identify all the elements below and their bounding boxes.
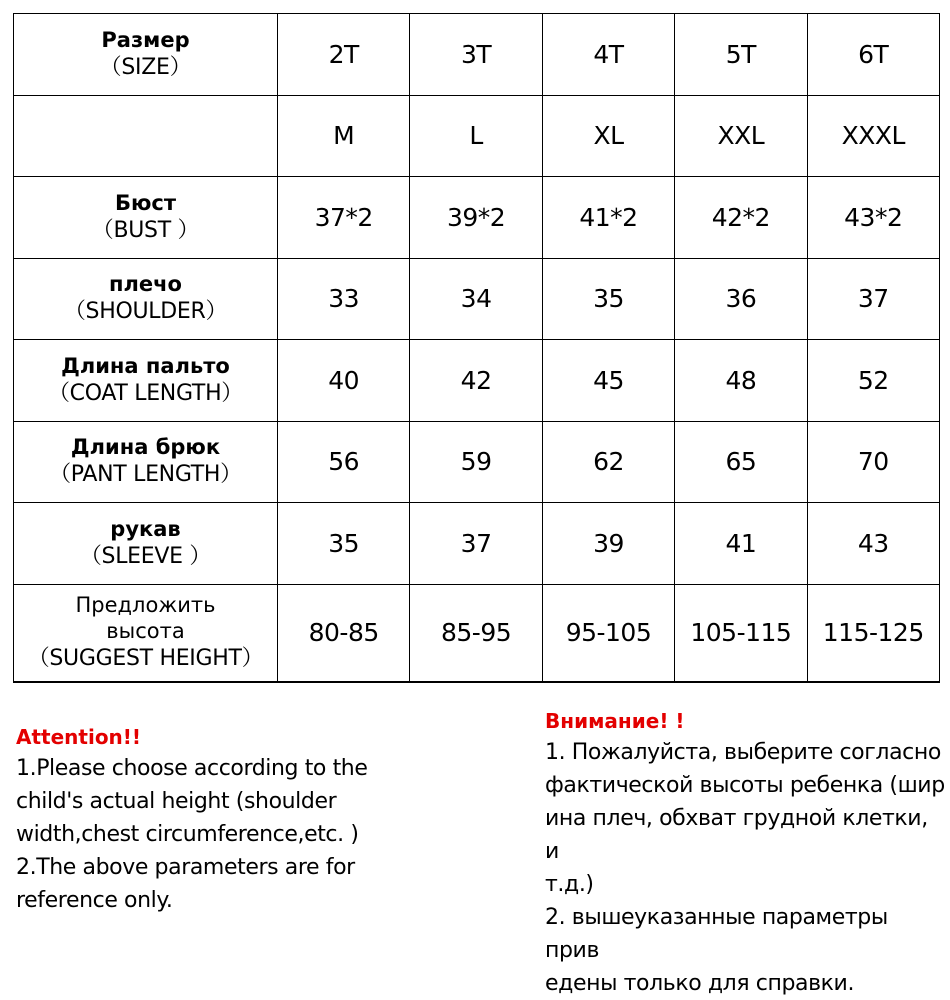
size-label-en: （SIZE） xyxy=(99,54,192,80)
coat-length-row xyxy=(14,340,940,422)
bust-label-en: （BUST ） xyxy=(91,217,200,243)
shoulder-row xyxy=(14,258,940,340)
coat-length-label-en: （COAT LENGTH） xyxy=(47,380,244,406)
size-value: 4T xyxy=(542,14,674,96)
coat-length-value: 48 xyxy=(675,340,807,422)
size-row xyxy=(14,14,940,96)
shoulder-value: 37 xyxy=(807,258,939,340)
coat-length-value: 45 xyxy=(542,340,674,422)
shoulder-value: 34 xyxy=(410,258,542,340)
attention-note-ru xyxy=(545,706,945,1000)
suggest-height-value: 115-125 xyxy=(807,584,939,682)
letter-size-value: M xyxy=(278,95,410,177)
pant-length-label-ru: Длина брюк xyxy=(70,435,221,460)
bust-value: 37*2 xyxy=(278,177,410,259)
size-value: 6T xyxy=(807,14,939,96)
size-label-ru: Размер xyxy=(101,27,190,52)
attention-line-en: reference only. xyxy=(16,888,173,913)
pant-length-value: 56 xyxy=(278,421,410,503)
suggest-height-row xyxy=(14,584,940,682)
sleeve-value: 41 xyxy=(675,503,807,585)
suggest-height-label-line1: Предложить xyxy=(75,592,216,617)
sleeve-label-ru: рукав xyxy=(110,516,181,541)
sleeve-value: 43 xyxy=(807,503,939,585)
coat-length-value: 40 xyxy=(278,340,410,422)
shoulder-value: 35 xyxy=(542,258,674,340)
pant-length-value: 59 xyxy=(410,421,542,503)
suggest-height-value: 80-85 xyxy=(278,584,410,682)
size-value: 5T xyxy=(675,14,807,96)
attention-line-en: width,chest circumference,etc. ) xyxy=(16,822,359,847)
suggest-height-row-label xyxy=(14,584,278,682)
sleeve-value: 37 xyxy=(410,503,542,585)
coat-length-value: 52 xyxy=(807,340,939,422)
pant-length-value: 62 xyxy=(542,421,674,503)
size-chart-table xyxy=(13,13,940,683)
suggest-height-value: 85-95 xyxy=(410,584,542,682)
shoulder-value: 33 xyxy=(278,258,410,340)
size-value: 2T xyxy=(278,14,410,96)
attention-note-en xyxy=(16,722,436,917)
sleeve-value: 35 xyxy=(278,503,410,585)
suggest-height-value: 95-105 xyxy=(542,584,674,682)
attention-line-ru: едены только для справки. xyxy=(545,971,855,996)
attention-line-ru: т.д.) xyxy=(545,872,594,897)
attention-line-ru: 2. вышеуказанные параметры прив xyxy=(545,905,888,963)
bust-label-ru: Бюст xyxy=(114,190,177,215)
suggest-height-value: 105-115 xyxy=(675,584,807,682)
attention-line-en: 1.Please choose according to the xyxy=(16,756,368,781)
suggest-height-label-en: （SUGGEST HEIGHT） xyxy=(27,646,264,672)
letter-size-value: XL xyxy=(542,95,674,177)
attention-line-en: child's actual height (shoulder xyxy=(16,789,337,814)
letter-size-row-label xyxy=(14,95,278,177)
shoulder-row-label xyxy=(14,258,278,340)
attention-title-ru: Внимание! ! xyxy=(545,709,685,733)
bust-value: 43*2 xyxy=(807,177,939,259)
bust-row-label xyxy=(14,177,278,259)
letter-size-value: XXL xyxy=(675,95,807,177)
coat-length-label-ru: Длина пальто xyxy=(61,353,230,378)
pant-length-label-en: （PANT LENGTH） xyxy=(49,462,242,488)
suggest-height-label-line2: высота xyxy=(106,619,185,644)
attention-title-en: Attention!! xyxy=(16,725,142,749)
letter-size-value: L xyxy=(410,95,542,177)
attention-line-en: 2.The above parameters are for xyxy=(16,855,355,880)
shoulder-label-ru: плечо xyxy=(109,272,182,297)
coat-length-value: 42 xyxy=(410,340,542,422)
bust-value: 41*2 xyxy=(542,177,674,259)
sleeve-row-label xyxy=(14,503,278,585)
bust-row xyxy=(14,177,940,259)
attention-line-ru: фактической высоты ребенка (шир xyxy=(545,773,945,798)
pant-length-value: 65 xyxy=(675,421,807,503)
pant-length-row-label xyxy=(14,421,278,503)
attention-line-ru: 1. Пожалуйста, выберите согласно xyxy=(545,740,941,765)
sleeve-label-en: （SLEEVE ） xyxy=(79,543,212,569)
bust-value: 39*2 xyxy=(410,177,542,259)
attention-line-ru: ина плеч, обхват грудной клетки, и xyxy=(545,806,928,864)
pant-length-row xyxy=(14,421,940,503)
sleeve-value: 39 xyxy=(542,503,674,585)
sleeve-row xyxy=(14,503,940,585)
letter-size-value: XXXL xyxy=(807,95,939,177)
letter-size-row xyxy=(14,95,940,177)
pant-length-value: 70 xyxy=(807,421,939,503)
shoulder-label-en: （SHOULDER） xyxy=(63,299,228,325)
bust-value: 42*2 xyxy=(675,177,807,259)
size-value: 3T xyxy=(410,14,542,96)
shoulder-value: 36 xyxy=(675,258,807,340)
coat-length-row-label xyxy=(14,340,278,422)
size-row-label xyxy=(14,14,278,96)
